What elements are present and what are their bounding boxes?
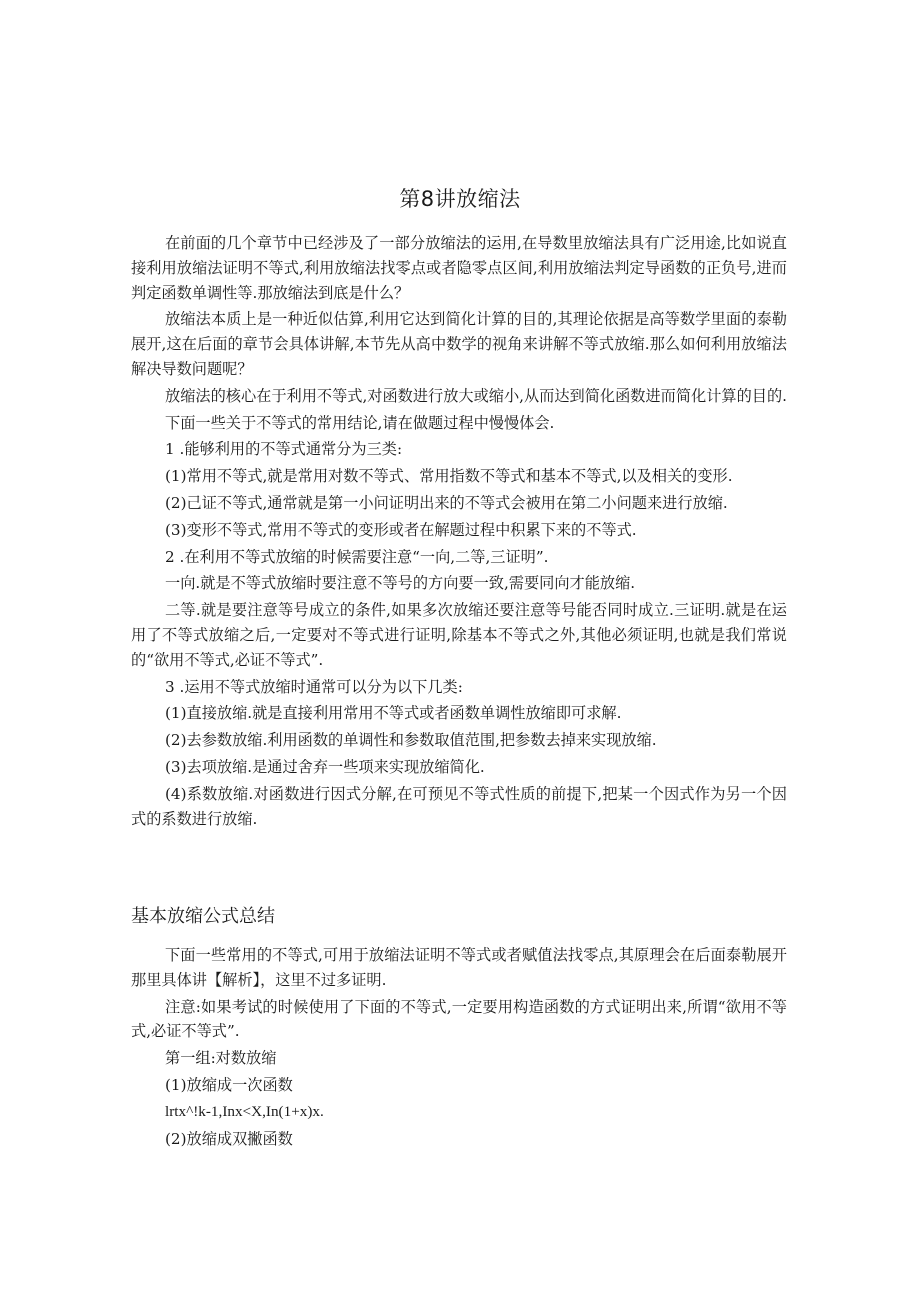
list-heading: 1 .能够利用的不等式通常分为三类:	[165, 440, 403, 459]
paragraph: 下面一些常用的不等式,可用于放缩法证明不等式或者赋值法找零点,其原理会在后面泰勒展开那里具体讲【解析】，这里不过多证明.	[131, 946, 787, 989]
list-item: (2)放缩成双撇函数	[165, 1129, 293, 1148]
paragraph: 在前面的几个章节中已经涉及了一部分放缩法的运用,在导数里放缩法具有广泛用途,比如说直接利用放缩法证明不等式,利用放缩法找零点或者隐零点区间,利用放缩法判定导函数的正负号,进而判定函数单调性等.那放缩法到底是什么？	[131, 234, 787, 302]
paragraph: 注意:如果考试的时候使用了下面的不等式,一定要用构造函数的方式证明出来,所谓“欲用不等式,必证不等式”.	[131, 997, 787, 1041]
list-heading: 3 .运用不等式放缩时通常可以分为以下几类:	[165, 677, 463, 696]
intro-body	[131, 231, 787, 833]
list-item: (1)常用不等式,就是常用对数不等式、常用指数不等式和基本不等式,以及相关的变形.	[165, 467, 733, 486]
list-item: (2)去参数放缩.利用函数的单调性和参数取值范围,把参数去掉来实现放缩.	[165, 731, 657, 750]
list-item: 二等.就是要注意等号成立的条件,如果多次放缩还要注意等号能否同时成立.三证明.就是在运用了不等式放缩之后,一定要对不等式进行证明,除基本不等式之外,其他必须证明,也就是我们常说的“欲用不等式,必证不等式”.	[131, 601, 787, 669]
paragraph: 放缩法本质上是一种近似估算,利用它达到简化计算的目的,其理论依据是高等数学里面的泰勒展开,这在后面的章节会具体讲解,本节先从高中数学的视角来讲解不等式放缩.那么如何利用放缩法解决导数问题呢？	[131, 310, 787, 378]
list-item: (2)己证不等式,通常就是第一小问证明出来的不等式会被用在第二小问题来进行放缩.	[165, 493, 728, 512]
page-title: 第8讲放缩法	[399, 187, 521, 211]
paragraph: 放缩法的核心在于利用不等式,对函数进行放大或缩小,从而达到简化函数进而简化计算的目的.	[165, 386, 787, 405]
list-item: (3)去项放缩.是通过舍弃一些项来实现放缩简化.	[165, 757, 485, 776]
section-body	[131, 943, 787, 1153]
paragraph: 下面一些关于不等式的常用结论,请在做题过程中慢慢体会.	[165, 413, 555, 432]
list-item: (1)直接放缩.就是直接利用常用不等式或者函数单调性放缩即可求解.	[165, 704, 622, 723]
group-heading: 第一组:对数放缩	[165, 1049, 277, 1068]
list-item: 一向.就是不等式放缩时要注意不等号的方向要一致,需要同向才能放缩.	[165, 574, 636, 593]
formula-line: lrtx^!k-1,Inx<X,In(1+x)x.	[165, 1102, 324, 1120]
section-title: 基本放缩公式总结	[131, 906, 275, 927]
list-heading: 2 .在利用不等式放缩的时候需要注意“一向,二等,三证明”.	[165, 547, 549, 566]
list-item: (3)变形不等式,常用不等式的变形或者在解题过程中积累下来的不等式.	[165, 520, 637, 539]
list-item: (4)系数放缩.对函数进行因式分解,在可预见不等式性质的前提下,把某一个因式作为另一个因式的系数进行放缩.	[131, 784, 787, 828]
list-item: (1)放缩成一次函数	[165, 1075, 293, 1094]
